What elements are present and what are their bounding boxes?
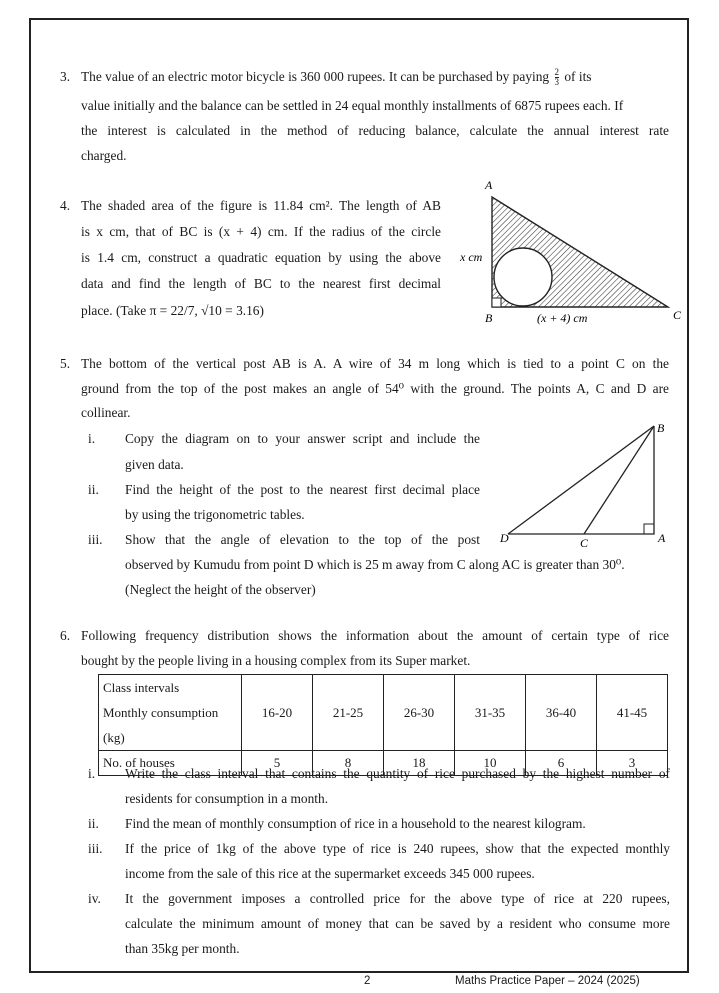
label-b: B: [657, 421, 665, 435]
label-bc: (x + 4) cm: [537, 311, 588, 325]
table-header: Monthly consumption (kg): [103, 705, 219, 745]
post-wire-figure: [495, 418, 675, 553]
table-cell: 41-45: [597, 675, 668, 751]
right-angle-mark: [492, 298, 501, 307]
table-cell: 5: [242, 751, 313, 776]
question-text: The value of an electric motor bicycle is 360 000 rupees. It can be purchased by paying $\frac{2}{3}$ of its: [81, 67, 592, 88]
page-number: 2: [364, 975, 371, 987]
question-number: 3.: [60, 69, 71, 84]
table-cell: 31-35: [455, 675, 526, 751]
label-d: D: [500, 531, 509, 545]
table-cell: 16-20: [242, 675, 313, 751]
inscribed-circle: [494, 248, 552, 306]
label-c: C: [580, 536, 589, 550]
footer-title: Maths Practice Paper – 2024 (2025): [455, 975, 640, 987]
table-cell: 8: [313, 751, 384, 776]
label-b: B: [485, 311, 493, 325]
label-a: A: [485, 178, 493, 192]
table-header: Class intervals: [103, 680, 180, 695]
table-cell: 21-25: [313, 675, 384, 751]
table-cell: 18: [384, 751, 455, 776]
table-row: [99, 675, 668, 751]
triangle-circle-figure: [455, 175, 690, 330]
label-a: A: [658, 531, 666, 545]
table-header: No. of houses: [99, 751, 242, 776]
label-ab: x cm: [460, 250, 483, 264]
table-cell: 36-40: [526, 675, 597, 751]
table-cell: 3: [597, 751, 668, 776]
table-cell: 10: [455, 751, 526, 776]
table-cell: 6: [526, 751, 597, 776]
label-c: C: [673, 308, 682, 322]
table-cell: 26-30: [384, 675, 455, 751]
